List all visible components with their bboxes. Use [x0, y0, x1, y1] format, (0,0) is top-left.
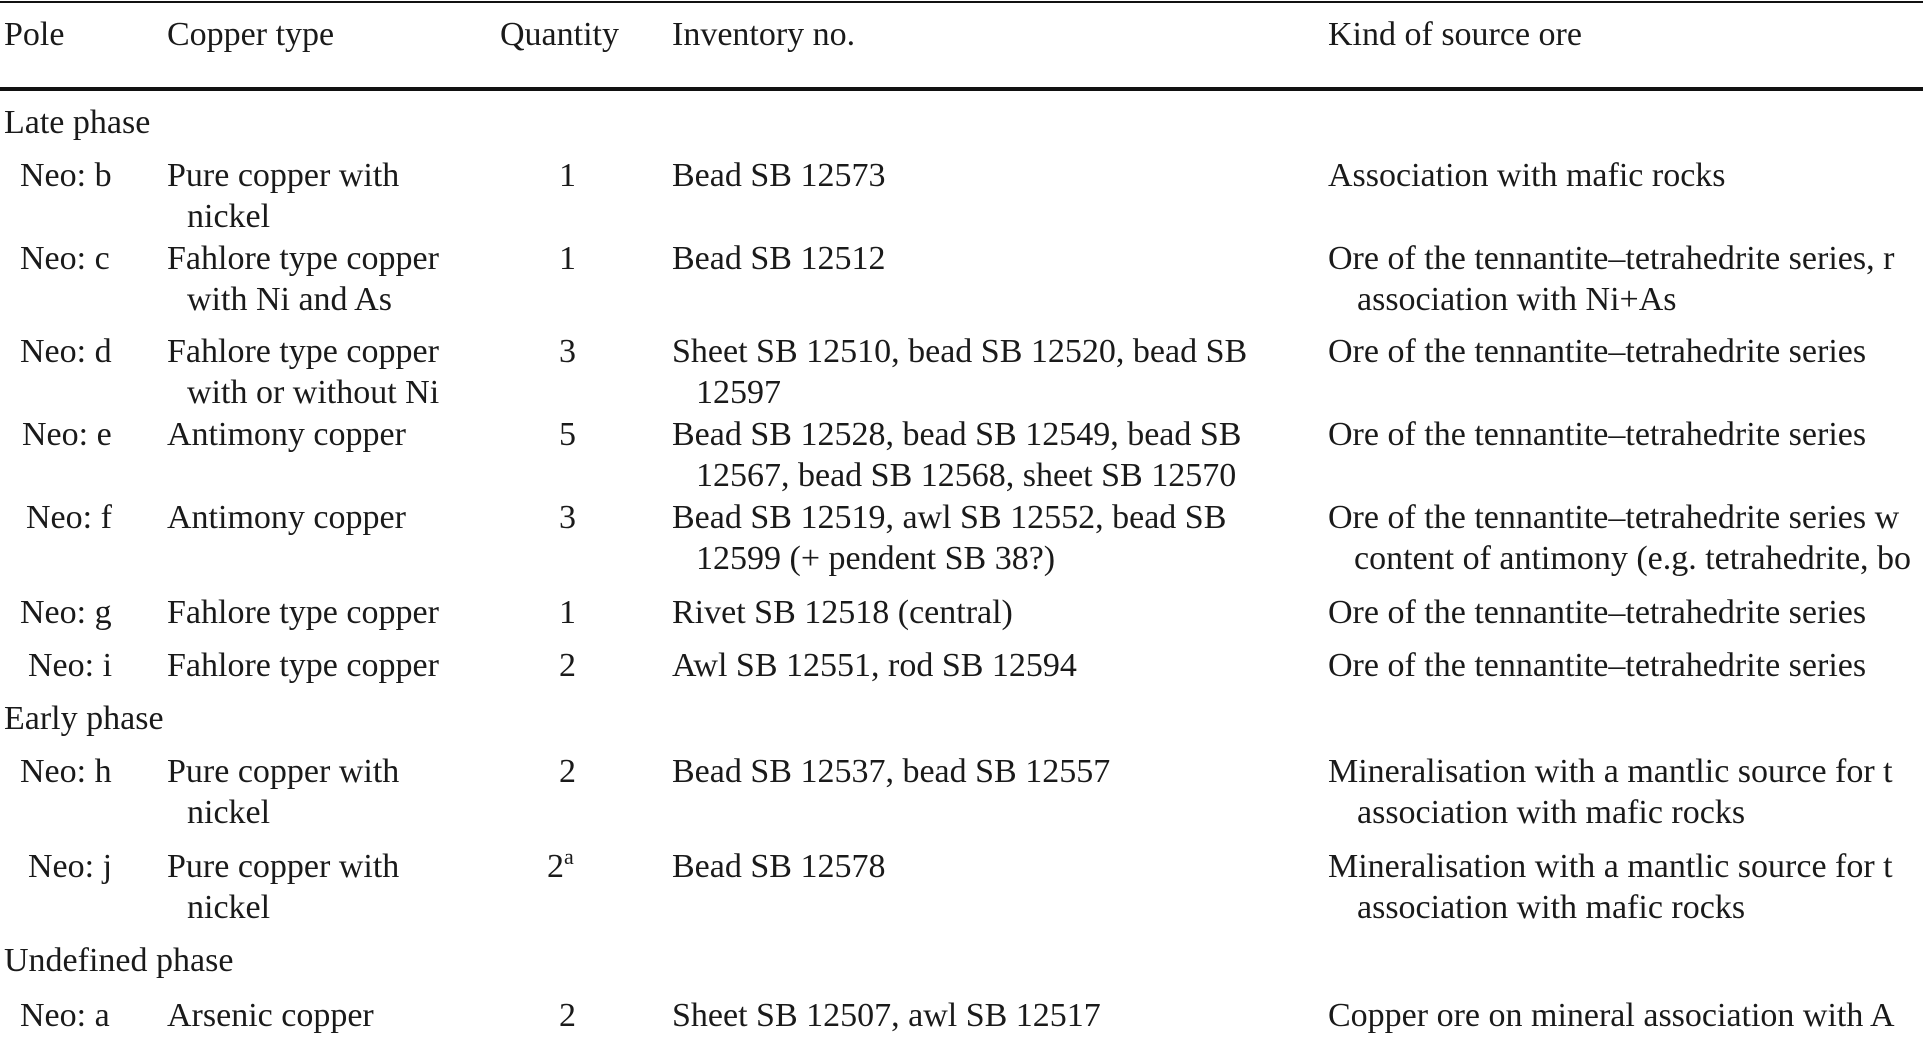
source-line1: Ore of the tennantite–tetrahedrite series — [1328, 416, 1867, 453]
source-line1: Ore of the tennantite–tetrahedrite series, r — [1328, 240, 1895, 277]
quantity-cell: 2 — [559, 753, 576, 790]
inventory-line1: Sheet SB 12510, bead SB 12520, bead SB — [672, 333, 1248, 370]
copper-type-line2: nickel — [187, 889, 271, 926]
copper-type-line2: nickel — [187, 198, 271, 235]
pole-cell: Neo: f — [26, 499, 112, 536]
inventory-line2: 12599 (+ pendent SB 38?) — [696, 540, 1056, 577]
quantity-cell: 1 — [559, 157, 576, 194]
copper-type-line1: Pure copper with — [167, 753, 400, 790]
inventory-line1: Bead SB 12528, bead SB 12549, bead SB — [672, 416, 1242, 453]
inventory-line1: Bead SB 12512 — [672, 240, 886, 277]
source-line1: Copper ore on mineral association with A — [1328, 997, 1895, 1034]
source-line1: Mineralisation with a mantlic source for t — [1328, 848, 1893, 885]
source-line2: content of antimony (e.g. tetrahedrite, bo — [1354, 540, 1912, 577]
pole-cell: Neo: a — [20, 997, 110, 1034]
pole-cell: Neo: b — [20, 157, 112, 194]
source-line2: association with mafic rocks — [1357, 794, 1746, 831]
source-line1: Mineralisation with a mantlic source for t — [1328, 753, 1893, 790]
copper-type-line1: Pure copper with — [167, 157, 400, 194]
source-line2: association with Ni+As — [1357, 281, 1677, 318]
quantity-cell: 2 — [559, 647, 576, 684]
quantity-value: 2 — [547, 848, 564, 885]
pole-cell: Neo: h — [20, 753, 112, 790]
copper-type-line1: Fahlore type copper — [167, 240, 439, 277]
copper-type-line2: with or without Ni — [187, 374, 440, 411]
pole-cell: Neo: c — [20, 240, 110, 277]
pole-cell: Neo: j — [28, 848, 113, 885]
copper-type-line1: Fahlore type copper — [167, 647, 439, 684]
inventory-line1: Bead SB 12537, bead SB 12557 — [672, 753, 1111, 790]
copper-type-line1: Antimony copper — [167, 416, 406, 453]
header-rule — [0, 87, 1923, 91]
copper-type-line1: Arsenic copper — [167, 997, 374, 1034]
pole-cell: Neo: i — [28, 647, 113, 684]
source-line1: Ore of the tennantite–tetrahedrite series — [1328, 594, 1867, 631]
source-line2: association with mafic rocks — [1357, 889, 1746, 926]
header-copper-type: Copper type — [167, 16, 335, 53]
quantity-cell: 2 — [559, 997, 576, 1034]
inventory-line2: 12597 — [696, 374, 781, 411]
pole-cell: Neo: d — [20, 333, 112, 370]
inventory-line2: 12567, bead SB 12568, sheet SB 12570 — [696, 457, 1237, 494]
inventory-line1: Bead SB 12578 — [672, 848, 886, 885]
inventory-line1: Awl SB 12551, rod SB 12594 — [672, 647, 1077, 684]
section-late-phase: Late phase — [4, 104, 151, 141]
footnote-marker: a — [564, 844, 574, 869]
copper-type-line1: Fahlore type copper — [167, 594, 439, 631]
quantity-cell — [547, 846, 574, 887]
quantity-cell: 3 — [559, 333, 576, 370]
quantity-cell: 1 — [559, 240, 576, 277]
source-line1: Association with mafic rocks — [1328, 157, 1726, 194]
copper-type-line2: nickel — [187, 794, 271, 831]
header-inventory: Inventory no. — [672, 16, 856, 53]
inventory-line1: Bead SB 12573 — [672, 157, 886, 194]
copper-type-line1: Pure copper with — [167, 848, 400, 885]
header-quantity: Quantity — [500, 16, 619, 53]
inventory-line1: Rivet SB 12518 (central) — [672, 594, 1013, 631]
header-source-ore: Kind of source ore — [1328, 16, 1582, 53]
copper-type-line2: with Ni and As — [187, 281, 392, 318]
copper-type-line1: Fahlore type copper — [167, 333, 439, 370]
pole-cell: Neo: g — [20, 594, 112, 631]
source-line1: Ore of the tennantite–tetrahedrite series w — [1328, 499, 1900, 536]
quantity-cell: 5 — [559, 416, 576, 453]
quantity-cell: 1 — [559, 594, 576, 631]
table-top-rule — [0, 1, 1923, 3]
source-line1: Ore of the tennantite–tetrahedrite series — [1328, 333, 1867, 370]
copper-type-line1: Antimony copper — [167, 499, 406, 536]
source-line1: Ore of the tennantite–tetrahedrite series — [1328, 647, 1867, 684]
pole-cell: Neo: e — [22, 416, 112, 453]
inventory-line1: Bead SB 12519, awl SB 12552, bead SB — [672, 499, 1227, 536]
inventory-line1: Sheet SB 12507, awl SB 12517 — [672, 997, 1101, 1034]
quantity-cell: 3 — [559, 499, 576, 536]
section-undefined-phase: Undefined phase — [4, 942, 234, 979]
header-pole: Pole — [4, 16, 65, 53]
section-early-phase: Early phase — [4, 700, 164, 737]
